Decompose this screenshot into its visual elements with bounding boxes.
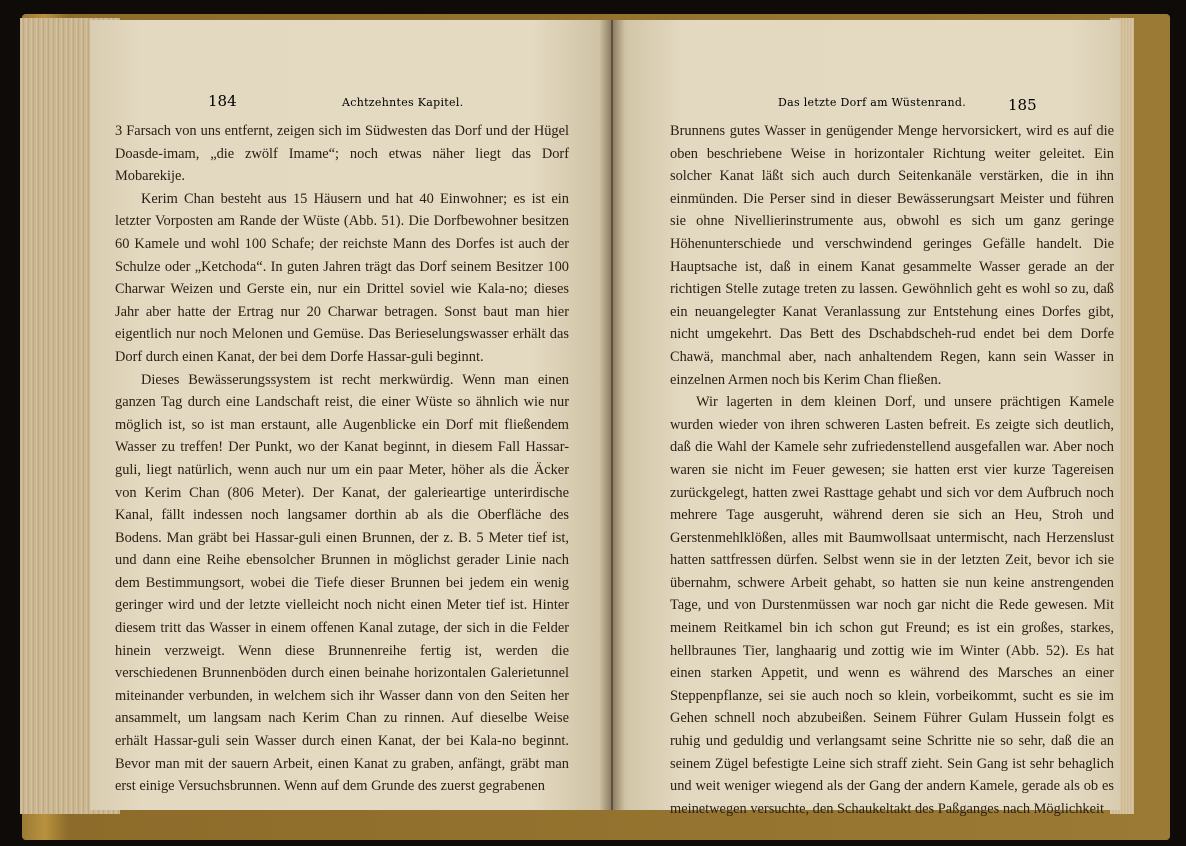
paragraph: Kerim Chan besteht aus 15 Häusern und hat 40 Einwohner; es ist ein letzter Vorposten am Rande der Wüste (Abb. 51). Die Dorfbewohner besitzen 60 Kamele und wohl 100 Schafe; der reichste Mann des Dorfes ist auch der Schulze oder „Ketchoda“. In guten Jahren trägt das Dorf seinem Besitzer 100 Charwar Weizen und Gerste ein, nur ein Drittel soviel wie Kala-no; dieses Jahr aber hatte der Ertrag nur 20 Charwar betragen. Sonst baut man hier eigentlich nur noch Melonen und Gemüse. Das Berieselungswasser erhält das Dorf durch einen Kanat, der bei dem Dorfe Hassar-guli beginnt. — [115, 190, 569, 365]
right-page-text — [670, 120, 1114, 820]
paragraph: 3 Farsach von uns entfernt, zeigen sich im Südwesten das Dorf und der Hügel Doasde-imam, „die zwölf Imame“; noch etwas näher liegt das Dorf Mobarekije. — [115, 123, 569, 185]
right-running-title: Das letzte Dorf am Wüstenrand. — [778, 96, 966, 109]
paragraph: Brunnens gutes Wasser in genügender Menge hervorsickert, wird es auf die oben beschriebene Weise in horizontaler Richtung weiter geleitet. Ein solcher Kanat läßt sich auch durch Seitenkanäle verstärken, die in ihn einmünden. Die Perser sind in dieser Bewässerungsart Meister und führen sie ohne Nivellierinstrumente aus, obwohl es sich um ganz geringe Höhenunterschiede und verschwindend geringes Gefälle handelt. Die Hauptsache ist, daß in einem Kanat gesammelte Wasser gerade an der richtigen Stelle zutage treten zu lassen. Gewöhnlich geht es wohl so zu, daß ein neuangelegter Kanat Veranlassung zur Entstehung eines Dorfes gibt, nicht umgekehrt. Das Bett des Dschabdscheh-rud endet bei dem Dorfe Chawä, manchmal aber, nach anhaltendem Regen, kann sein Wasser in einzelnen Armen noch bis Kerim Chan fließen. — [670, 123, 1114, 388]
left-page-text — [115, 120, 569, 798]
left-running-title: Achtzehntes Kapitel. — [342, 96, 464, 109]
left-page-number: 184 — [208, 92, 237, 110]
paragraph: Wir lagerten in dem kleinen Dorf, und unsere prächtigen Kamele wurden wieder von ihren schweren Lasten befreit. Es zeigte sich deutlich, daß die Wahl der Kamele sehr zufriedenstellend ausgefallen war. Aber noch waren sie nicht im Feuer gewesen; sie hatten erst vier kurze Tagereisen zurückgelegt, hatten zwei Rasttage gehabt und sich vor dem Aufbruch noch mehrere Tage ausgeruht, während deren sie sich an Heu, Stroh und Gerstenmehlklößen, alles mit Baumwollsaat untermischt, nach Herzenslust hatten sattfressen dürfen. Selbst wenn sie in der letzten Zeit, bevor ich sie übernahm, schwere Arbeit gehabt, so hatten sie nun keine anstrengenden Tage, und von Durstenmüssen war noch gar nicht die Rede gewesen. Mit meinem Reitkamel bin ich schon gut Freund; es ist ein großes, starkes, hellbraunes Tier, langhaarig und zottig wie im Winter (Abb. 52). Es hat einen starken Appetit, und wenn es während des Marsches an einer Steppenpflanze, sei sie auch noch so klein, vorbeikommt, sucht es sie im Gehen schnell noch abzubeißen. Seinem Führer Gulam Hussein folgt es ruhig und geduldig und verlangsamt seine Schritte nie so sehr, daß die an seinem Zügel befestigte Leine sich straff zieht. Sein Gang ist sehr behaglich und weit weniger wiegend als der Gang der andern Kamele, gerade als ob es meinetwegen versuchte, den Schaukeltakt des Paßganges nach Möglichkeit — [670, 394, 1114, 817]
paragraph: Dieses Bewässerungssystem ist recht merkwürdig. Wenn man einen ganzen Tag durch eine Landschaft reist, die einer Wüste so ähnlich wie nur möglich ist, so ist man erstaunt, alle Augenblicke ein Dorf mit fließendem Wasser zu treffen! Der Punkt, wo der Kanat beginnt, in diesem Fall Hassar-guli, liegt natürlich, wenn auch nur um ein paar Meter, höher als die Äcker von Kerim Chan (806 Meter). Der Kanat, der galerieartige unterirdische Kanal, fällt indessen noch langsamer dorthin ab als die Oberfläche des Bodens. Man gräbt bei Hassar-guli einen Brunnen, der z. B. 5 Meter tief ist, und dann eine Reihe ebensolcher Brunnen in möglichst gerader Linie nach dem Bestimmungsort, wobei die Tiefe dieser Brunnen bei jedem ein wenig geringer wird und der letzte vielleicht noch nicht einen Meter tief ist. Hinter diesem tritt das Wasser in einem offenen Kanal zutage, der sich in die Felder hinein verzweigt. Wenn diese Brunnenreihe fertig ist, werden die verschiedenen Brunnenböden durch einen beinahe horizontalen Galerietunnel miteinander verbunden, in welchem sich ihr Wasser dann von den Seiten her ansammelt, um langsam nach Kerim Chan zu rinnen. Auf dieselbe Weise erhält Hassar-guli sein Wasser durch einen Kanat, der bei Kala-no beginnt. Bevor man mit der sauern Arbeit, einen Kanat zu graben, anfängt, gräbt man erst einige Versuchsbrunnen. Wenn auf dem Grunde des zuerst gegrabenen — [115, 371, 569, 795]
book-gutter — [600, 20, 624, 810]
right-page-number: 185 — [1008, 96, 1037, 114]
